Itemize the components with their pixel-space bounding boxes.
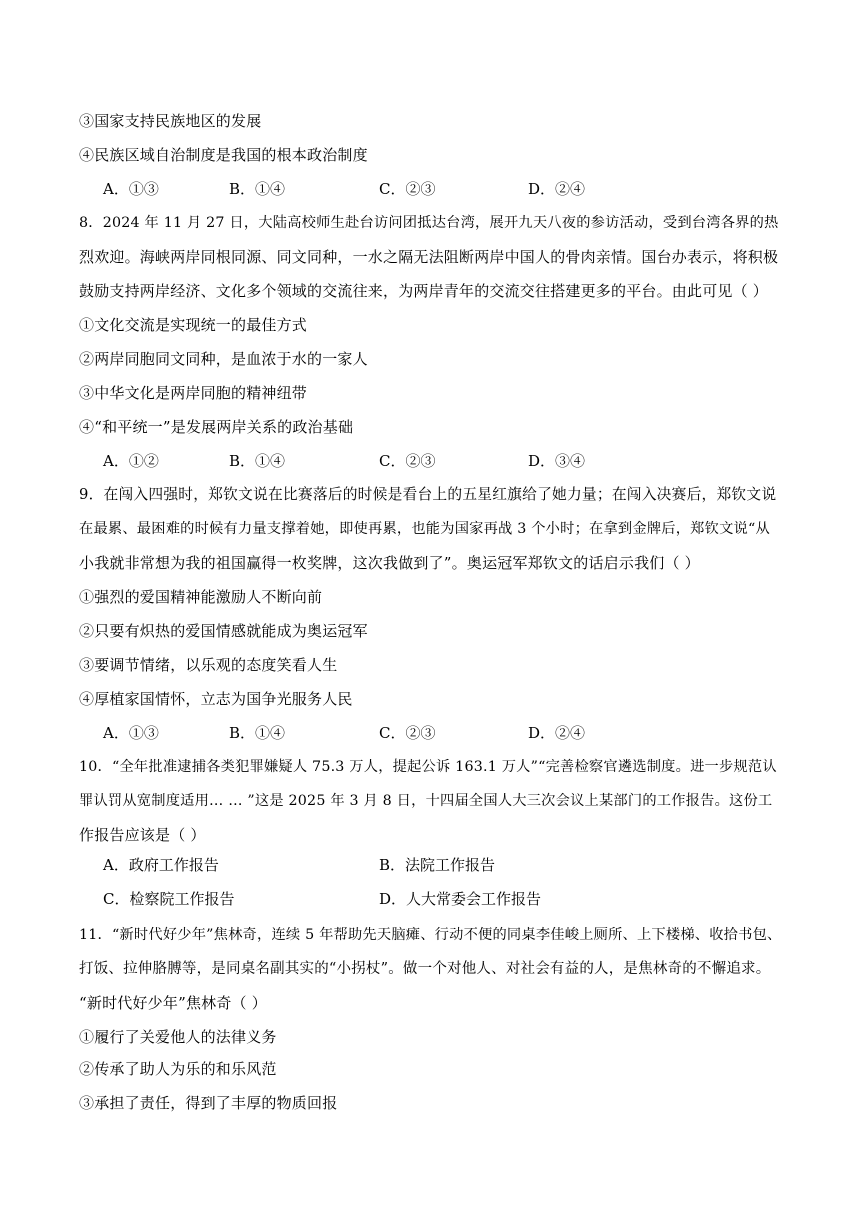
q11-item-1: ①履行了关爱他人的法律义务	[79, 1028, 277, 1046]
q9-option-d: D．②④	[528, 724, 586, 742]
q11-stem-line-2: 打饭、拉伸胳膊等，是同桌名副其实的“小拐杖”。做一个对他人、对社会有益的人，是焦林奇的不懈追求。	[79, 961, 771, 977]
q10-option-c: C．检察院工作报告	[103, 890, 235, 908]
q8-stem-line-2: 烈欢迎。海峡两岸同根同源、同文同种，一水之隔无法阻断两岸中国人的骨肉亲情。国台办表示，将积极	[79, 248, 779, 266]
q8-stem-line-3: 鼓励支持两岸经济、文化多个领域的交流往来，为两岸青年的交流交往搭建更多的平台。由此可见（ ）	[79, 282, 768, 300]
q9-item-4: ④厚植家国情怀，立志为国争光服务人民	[79, 690, 353, 708]
q10-option-d: D．人大常委会工作报告	[379, 890, 542, 908]
q8-item-3: ③中华文化是两岸同胞的精神纽带	[79, 384, 308, 402]
q9-option-a: A．①③	[103, 724, 159, 742]
q8-option-d: D．③④	[528, 452, 586, 470]
q9-item-1: ①强烈的爱国精神能激励人不断向前	[79, 588, 323, 606]
q9-option-b: B．①④	[229, 724, 286, 742]
q8-option-b: B．①④	[229, 452, 286, 470]
q8-option-c: C．②③	[379, 452, 436, 470]
q7-option-d: D．②④	[528, 180, 586, 198]
q11-stem-line-1: 11．“新时代好少年”焦林奇，连续 5 年帮助先天脑瘫、行动不便的同桌李佳峻上厕所、上下楼梯、收拾书包、	[79, 927, 782, 943]
q10-stem-line-2: 罪认罚从宽制度适用… … ”这是 2025 年 3 月 8 日，十四届全国人大三次会议上某部门的工作报告。这份工	[79, 793, 773, 809]
q11-item-2: ②传承了助人为乐的和乐风范	[79, 1060, 277, 1078]
q8-stem-line-1: 8．2024 年 11 月 27 日，大陆高校师生赴台访问团抵达台湾，展开九天八夜的参访活动，受到台湾各界的热	[79, 215, 779, 231]
q10-stem-line-1: 10．“全年批准逮捕各类犯罪嫌疑人 75.3 万人，提起公诉 163.1 万人”“完善检察官遴选制度。进一步规范认	[79, 759, 777, 775]
q9-option-c: C．②③	[379, 724, 436, 742]
q9-item-3: ③要调节情绪，以乐观的态度笑看人生	[79, 656, 338, 674]
q7-option-a: A．①③	[103, 180, 159, 198]
q9-stem-line-3: 小我就非常想为我的祖国赢得一枚奖牌，这次我做到了”。奥运冠军郑钦文的话启示我们（ ）	[79, 554, 700, 572]
q10-stem-line-3: 作报告应该是（ ）	[79, 826, 206, 844]
q9-stem-line-2: 在最累、最困难的时候有力量支撑着她，即使再累，也能为国家再战 3 个小时；在拿到金牌后，郑钦文说“从	[79, 521, 770, 537]
q8-item-4: ④“和平统一”是发展两岸关系的政治基础	[79, 418, 354, 436]
q11-item-3: ③承担了责任，得到了丰厚的物质回报	[79, 1094, 338, 1112]
q10-option-b: B．法院工作报告	[379, 856, 496, 874]
q8-item-1: ①文化交流是实现统一的最佳方式	[79, 316, 308, 334]
q9-item-2: ②只要有炽热的爱国情感就能成为奥运冠军	[79, 622, 368, 640]
q7-item-4: ④民族区域自治制度是我国的根本政治制度	[79, 146, 368, 164]
q10-option-a: A．政府工作报告	[103, 856, 219, 874]
q9-stem-line-1: 9．在闯入四强时，郑钦文说在比赛落后的时候是看台上的五星红旗给了她力量；在闯入决赛后，郑钦文说	[79, 486, 777, 503]
q8-item-2: ②两岸同胞同文同种，是血浓于水的一家人	[79, 350, 368, 368]
q8-option-a: A．①②	[103, 452, 159, 470]
q7-option-b: B．①④	[229, 180, 286, 198]
q7-option-c: C．②③	[379, 180, 436, 198]
q7-item-3: ③国家支持民族地区的发展	[79, 112, 262, 130]
q11-stem-line-3: “新时代好少年”焦林奇（ ）	[79, 994, 267, 1012]
